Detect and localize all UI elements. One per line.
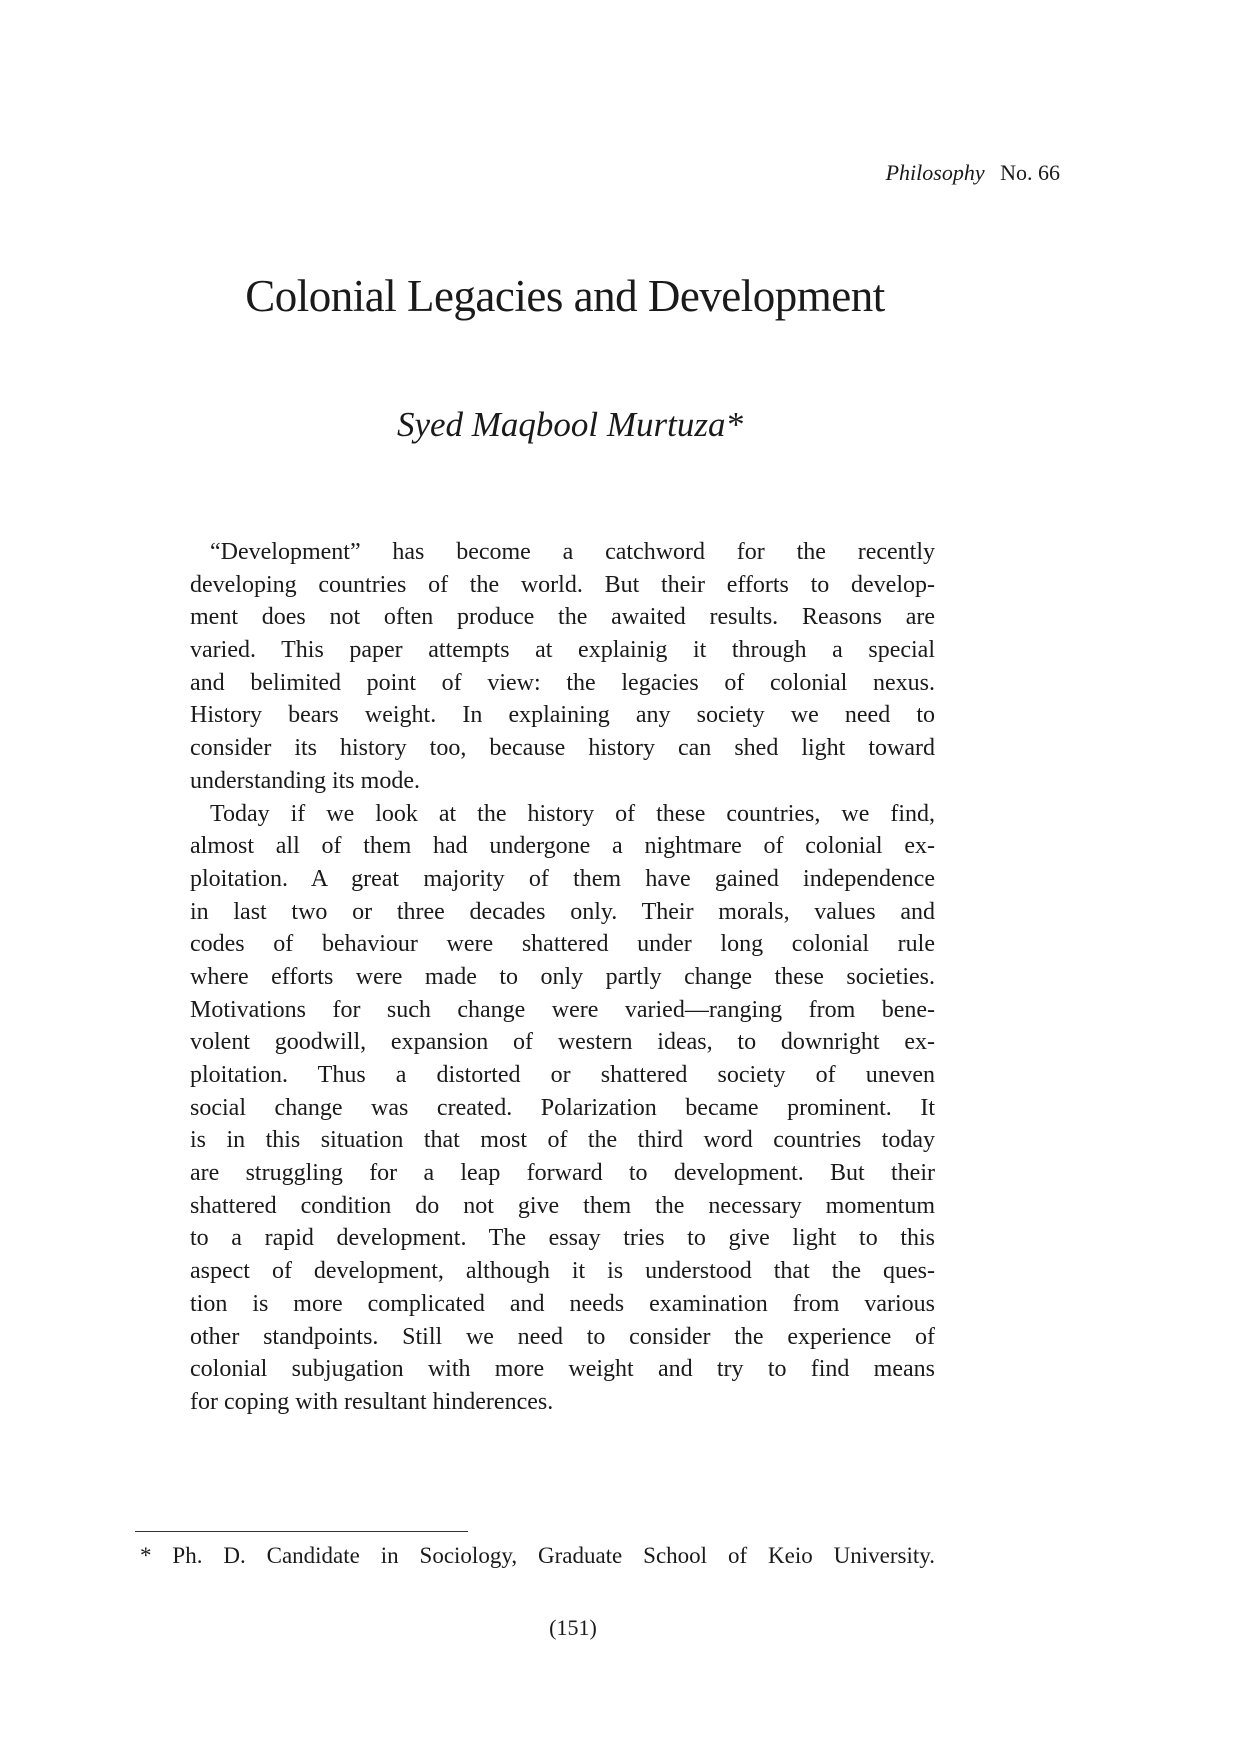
paragraph <box>190 798 935 1419</box>
issue-number: No. 66 <box>1000 160 1060 185</box>
text-line: codes of behaviour were shattered under long colonial rule <box>190 931 935 958</box>
text-line: shattered condition do not give them the necessary momentum <box>190 1192 935 1219</box>
text-line: and belimited point of view: the legacies of colonial nexus. <box>190 669 935 696</box>
page-number: (151) <box>549 1615 597 1640</box>
paragraph <box>190 536 935 798</box>
text-line: volent goodwill, expansion of western ideas, to downright ex- <box>190 1029 935 1056</box>
text-line: other standpoints. Still we need to consider the experience of <box>190 1323 935 1350</box>
abstract-body <box>190 536 935 1419</box>
text-line: to a rapid development. The essay tries to give light to this <box>190 1225 935 1252</box>
journal-name: Philosophy <box>885 160 985 185</box>
text-line: aspect of development, although it is understood that the ques- <box>190 1258 935 1285</box>
text-line: ploitation. A great majority of them have gained independence <box>190 865 935 892</box>
text-line: “Development” has become a catchword for the recently <box>210 539 935 565</box>
text-line: almost all of them had undergone a nightmare of colonial ex- <box>190 833 935 860</box>
text-line: where efforts were made to only partly change these societies. <box>190 963 935 990</box>
text-line: colonial subjugation with more weight and try to find means <box>190 1356 935 1383</box>
text-line: social change was created. Polarization became prominent. It <box>190 1094 935 1121</box>
text-line: in last two or three decades only. Their morals, values and <box>190 898 935 925</box>
author-name: Syed Maqbool Murtuza* <box>396 405 744 444</box>
paper-title: Colonial Legacies and Development <box>245 271 885 321</box>
text-line: are struggling for a leap forward to development. But their <box>190 1160 935 1187</box>
footnote: * Ph. D. Candidate in Sociology, Graduate School of Keio University. <box>140 1543 935 1568</box>
text-line: for coping with resultant hinderences. <box>190 1388 554 1415</box>
running-head <box>886 160 1060 186</box>
text-line: ploitation. Thus a distorted or shattered society of uneven <box>190 1062 935 1088</box>
text-line: Today if we look at the history of these countries, we find, <box>210 800 935 827</box>
text-line: varied. This paper attempts at explainig it through a special <box>190 637 935 664</box>
text-line: consider its history too, because history can shed light toward <box>190 735 935 762</box>
text-line: understanding its mode. <box>190 767 420 794</box>
text-line: is in this situation that most of the third word countries today <box>190 1127 935 1154</box>
text-line: History bears weight. In explaining any society we need to <box>190 702 935 729</box>
footnote-rule <box>135 1531 468 1532</box>
text-line: developing countries of the world. But their efforts to develop- <box>190 571 935 598</box>
text-line: Motivations for such change were varied—ranging from bene- <box>190 996 935 1023</box>
text-line: ment does not often produce the awaited results. Reasons are <box>190 604 935 631</box>
text-line: tion is more complicated and needs examination from various <box>190 1290 935 1317</box>
